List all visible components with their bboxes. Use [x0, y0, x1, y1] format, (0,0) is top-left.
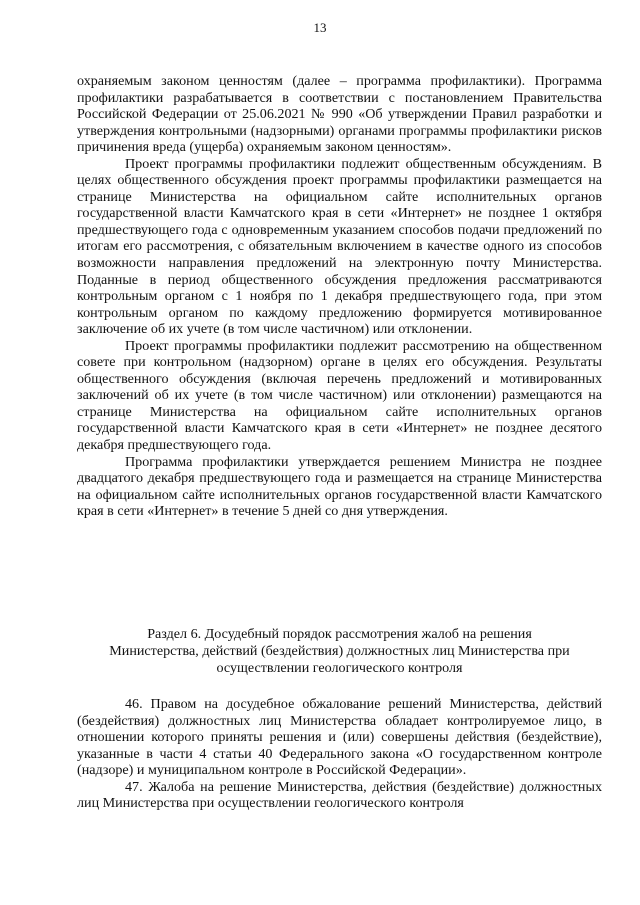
paragraph-continuation: охраняемым законом ценностям (далее – программа профилактики). Программа профилактики разрабатывается в соответствии с постановлением Правительства Российской Федерации от 25.06.2021 № 990 «Об утверждении Правил разработки и утверждения контрольными (надзорными) органами программы профилактики рисков причинения вреда (ущерба) охраняемым законом ценностям».	[77, 73, 602, 156]
body-text-top	[77, 73, 602, 520]
paragraph-program-approval: Программа профилактики утверждается решением Министра не позднее двадцатого декабря предшествующего года и размещается на странице Министерства на официальном сайте исполнительных органов государственной власти Камчатского края в сети «Интернет» в течение 5 дней со дня утверждения.	[77, 453, 602, 520]
paragraph-item-46: 46. Правом на досудебное обжалование решений Министерства, действий (бездействия) должностных лиц Министерства обладает контролируемое лицо, в отношении которого приняты решения и (или) совершены действия (бездействие), указанные в части 4 статьи 40 Федерального закона «О государственном контроле (надзоре) и муниципальном контроле в Российской Федерации».	[77, 696, 602, 779]
section-heading	[77, 626, 602, 677]
paragraph-public-discussion: Проект программы профилактики подлежит общественным обсуждениям. В целях общественного обсуждения проект программы профилактики размещается на странице Министерства на официальном сайте исполнительных органов государственной власти Камчатского края в сети «Интернет» не позднее 1 октября предшествующего года с одновременным указанием способов подачи предложений по итогам его рассмотрения, с обязательным включением в качестве одного из способов возможности направления предложений на электронную почту Министерства. Поданные в период общественного обсуждения предложения рассматриваются контрольным органом с 1 ноября по 1 декабря предшествующего года, при этом контрольным органом по каждому предложению формируется мотивированное заключение об их учете (в том числе частичном) или отклонении.	[77, 155, 602, 338]
body-text-bottom	[77, 696, 602, 812]
paragraph-public-council: Проект программы профилактики подлежит рассмотрению на общественном совете при контрольном (надзорном) органе в целях его обсуждения. Результаты общественного обсуждения (включая перечень предложений и мотивированных заключений об их учете (в том числе частичном) или отклонении) размещаются на странице Министерства на официальном сайте исполнительных органов государственной власти Камчатского края в сети «Интернет» не позднее десятого декабря предшествующего года.	[77, 337, 602, 454]
section-heading-line: Министерства, действий (бездействия) должностных лиц Министерства при	[109, 643, 570, 659]
paragraph-item-47: 47. Жалоба на решение Министерства, действия (бездействие) должностных лиц Министерства при осуществлении геологического контроля	[77, 778, 602, 812]
section-heading-line: осуществлении геологического контроля	[216, 660, 463, 676]
section-heading-line: Раздел 6. Досудебный порядок рассмотрения жалоб на решения	[147, 626, 532, 642]
page-number: 13	[313, 20, 327, 35]
